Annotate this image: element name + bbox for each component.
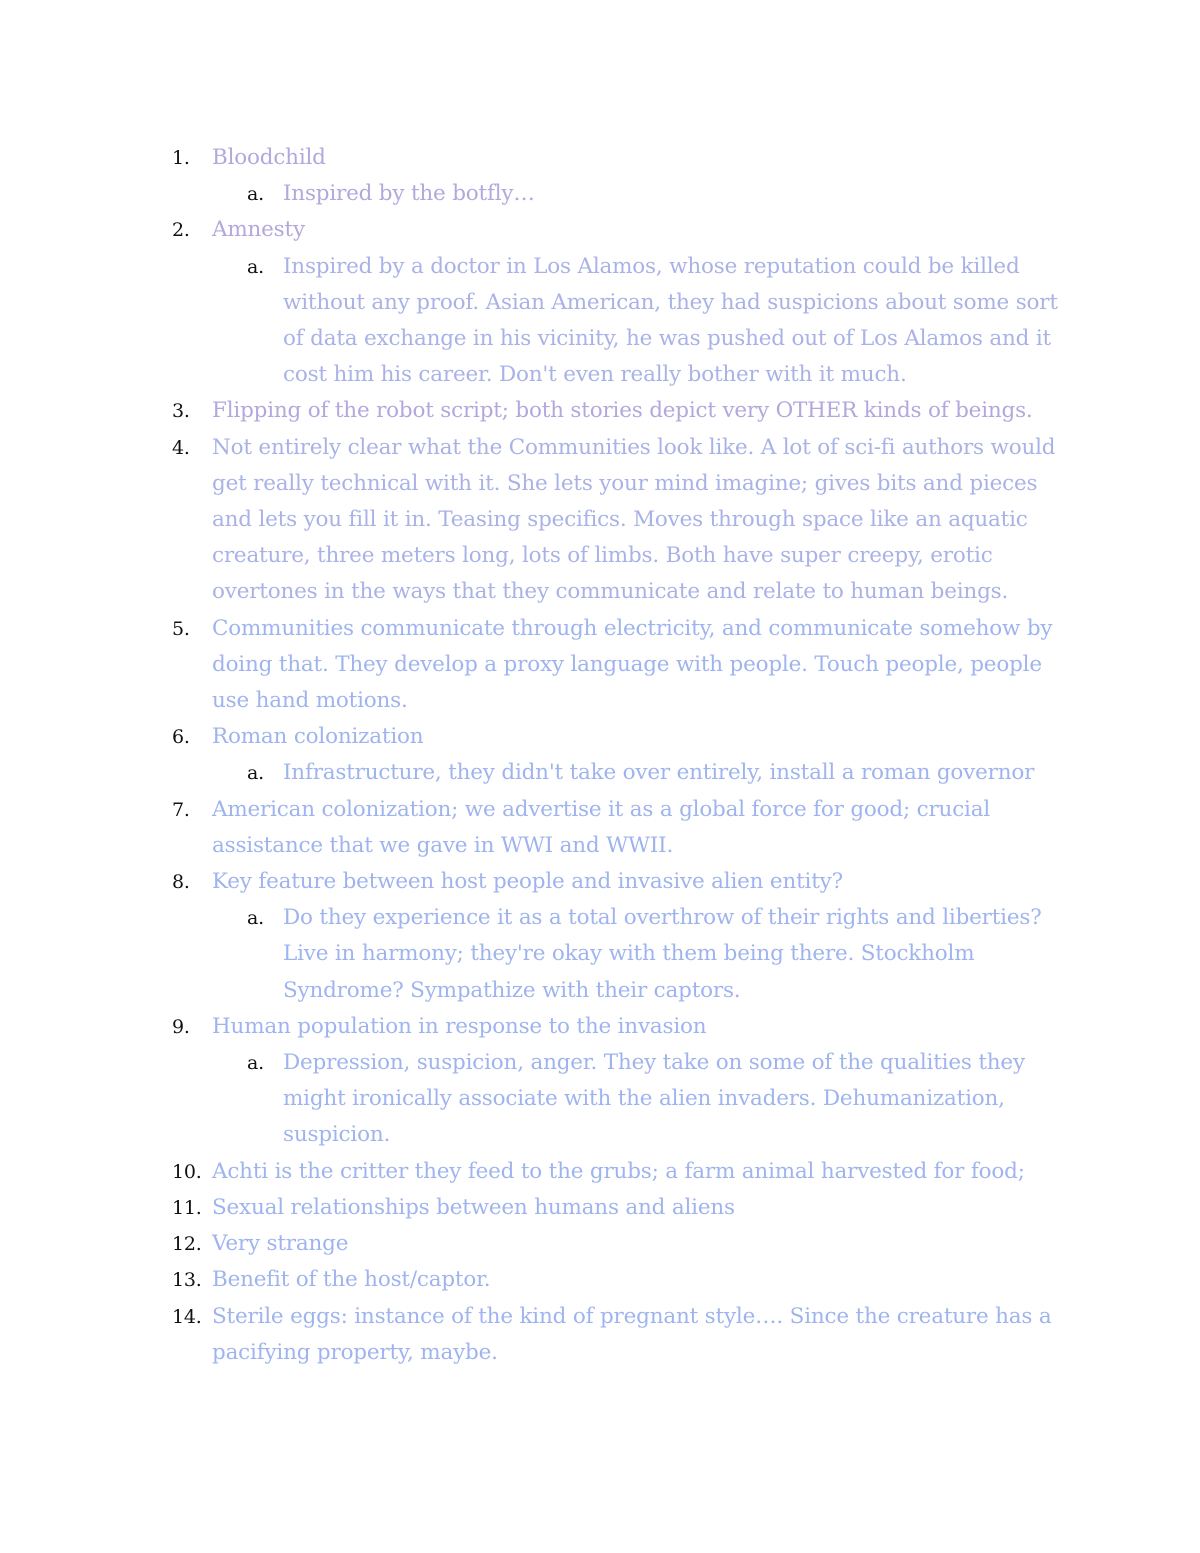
list-number: 5. [172,617,190,640]
list-item-text: Amnesty [212,217,305,243]
sub-item-text: Do they experience it as a total overthrow of their rights and liberties? Live in harmony; they're okay with them being there. Stockholm Syndrome? Sympathize with their captors. [283,905,1042,1003]
list-item-text: Communities communicate through electricity, and communicate somehow by doing that. They develop a proxy language with people. Touch people, people use hand motions. [212,615,1053,714]
sub-item-text: Infrastructure, they didn't take over entirely, install a roman governor [283,760,1035,786]
notes-outline [172,140,1072,1371]
list-item-text: Achti is the critter they feed to the grubs; a farm animal harvested for food; [212,1158,1025,1184]
list-item-7 [172,792,1072,864]
list-item-2 [172,212,1072,393]
sub-list-letter: a. [247,762,264,785]
list-item-text: Very strange [212,1231,349,1257]
list-item-text: Human population in response to the invasion [212,1013,707,1039]
sub-list-letter: a. [247,183,264,206]
sub-item-2a [247,249,1072,394]
list-number: 2. [172,219,190,242]
sub-item-8a [247,900,1072,1009]
list-number: 10. [172,1160,202,1183]
list-item-text: Bloodchild [212,145,326,170]
list-item-12 [172,1226,1072,1262]
sub-list [212,176,1072,212]
list-item-11 [172,1190,1072,1226]
list-item-4 [172,430,1072,611]
sub-item-text: Inspired by a doctor in Los Alamos, whose reputation could be killed without any proof. Asian American, they had suspicions about some sort of data exchange in his vicinity, he was pushed out of Los Alamos and it cost him his career. Don't even really bother with it much. [283,253,1058,388]
list-number: 8. [172,871,190,894]
list-item-text: Benefit of the host/captor. [212,1267,491,1293]
list-number: 7. [172,798,190,821]
list-item-8 [172,864,1072,1009]
sub-list [212,1045,1072,1154]
list-item-13 [172,1262,1072,1298]
list-number: 1. [172,147,190,169]
list-number: 6. [172,726,190,749]
list-item-14 [172,1299,1072,1371]
list-item-6 [172,719,1072,791]
list-item-text: Key feature between host people and invasive alien entity? [212,869,843,895]
list-item-5 [172,611,1072,720]
sub-item-9a [247,1045,1072,1154]
sub-item-text: Depression, suspicion, anger. They take on some of the qualities they might ironically associate with the alien invaders. Dehumanization, suspicion. [283,1050,1025,1148]
list-number: 9. [172,1015,190,1038]
sub-item-6a [247,755,1072,791]
list-number: 14. [172,1305,202,1328]
list-number: 11. [172,1196,202,1219]
sub-list [212,900,1072,1009]
list-item-text: Flipping of the robot script; both stories depict very OTHER kinds of beings. [212,398,1033,424]
sub-list-letter: a. [247,255,264,278]
list-number: 3. [172,400,190,423]
sub-item-1a [247,176,1072,212]
sub-list [212,755,1072,791]
list-item-text: Sterile eggs: instance of the kind of pregnant style…. Since the creature has a pacifying property, maybe. [212,1303,1052,1365]
list-item-text: Roman colonization [212,724,424,750]
list-item-10 [172,1154,1072,1190]
list-item-text: American colonization; we advertise it as a global force for good; crucial assistance that we gave in WWI and WWII. [212,796,991,858]
sub-list-letter: a. [247,907,264,930]
list-item-text: Not entirely clear what the Communities look like. A lot of sci-fi authors would get really technical with it. She lets your mind imagine; gives bits and pieces and lets you fill it in. Teasing specifics. Moves through space like an aquatic creature, three meters long, lots of limbs. Both have super creepy, erotic overtones in the ways that they communicate and relate to human beings. [212,434,1056,605]
sub-item-text: Inspired by the botfly… [283,181,535,207]
list-number: 4. [172,436,190,459]
list-number: 13. [172,1269,202,1292]
list-item-1 [172,140,1072,212]
list-number: 12. [172,1233,202,1256]
sub-list [212,249,1072,394]
list-item-9 [172,1009,1072,1154]
list-item-3 [172,393,1072,429]
list-item-text: Sexual relationships between humans and aliens [212,1194,735,1220]
sub-list-letter: a. [247,1052,264,1075]
